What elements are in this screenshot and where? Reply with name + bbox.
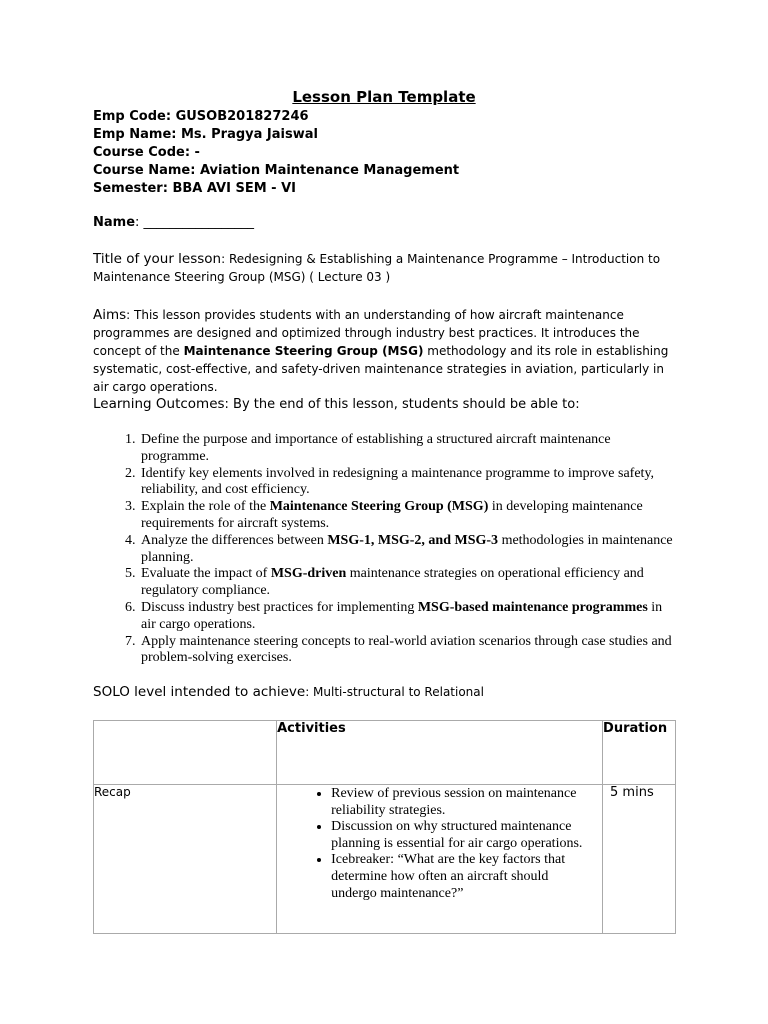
learning-outcomes-list [93, 432, 679, 667]
activities-table [93, 720, 676, 934]
aims-label: Aims [93, 307, 127, 323]
table-row [94, 785, 676, 934]
row-label: Recap [94, 785, 277, 934]
outcome-text: Explain the role of the [141, 499, 270, 515]
table-header-row [94, 721, 676, 785]
learning-outcomes-intro: : By the end of this lesson, students should be able to: [224, 397, 580, 412]
list-item [139, 499, 679, 533]
aims-text-after: methodology and its role in establishing systematic, cost-effective, and safety-driven maintenance strategies in aviation, particularly in air cargo operations. [93, 344, 669, 394]
learning-outcomes-heading [93, 396, 580, 412]
outcome-text: Define the purpose and importance of establishing a structured aircraft maintenance programme. [141, 432, 611, 464]
outcome-text: in air cargo operations. [141, 599, 663, 632]
list-item: • Review of previous session on maintenance reliability strategies. [331, 786, 596, 819]
outcome-bold: MSG-1, MSG-2, and MSG-3 [327, 532, 499, 548]
outcome-bold: MSG-based maintenance programmes [417, 599, 648, 615]
list-item [139, 432, 679, 466]
name-label: Name [93, 215, 136, 230]
course-code: Course Code: - [93, 145, 200, 160]
course-meta [93, 108, 459, 198]
table-header-empty [94, 721, 277, 785]
outcome-text: Identify key elements involved in redesigning a maintenance programme to improve safety, reliability, and cost efficiency. [141, 465, 655, 498]
outcome-text: Apply maintenance steering concepts to real-world aviation scenarios through case studies and problem-solving exercises. [141, 633, 672, 666]
outcome-text: Analyze the differences between [141, 532, 328, 548]
solo-text: : Multi-structural to Relational [305, 685, 484, 699]
list-item [139, 634, 679, 668]
name-field [93, 215, 254, 230]
aims-section [93, 306, 679, 396]
outcome-bold: Maintenance Steering Group (MSG) [269, 499, 489, 515]
lesson-title-text: : Redesigning & Establishing a Maintenance Programme – Introduction to Maintenance Steering Group (MSG) ( Lecture 03 ) [93, 252, 661, 284]
solo-level [93, 684, 484, 700]
list-item [139, 600, 679, 634]
outcome-text: methodologies in maintenance planning. [141, 532, 673, 565]
emp-code: Emp Code: GUSOB201827246 [93, 109, 309, 124]
row-activities [277, 785, 603, 934]
learning-outcomes-label: Learning Outcomes [93, 396, 225, 412]
outcome-text: maintenance strategies on operational efficiency and regulatory compliance. [141, 566, 644, 599]
list-item [139, 533, 679, 567]
outcome-text: Evaluate the impact of [141, 566, 271, 582]
activities-header: Activities [277, 721, 603, 785]
aims-bold: Maintenance Steering Group (MSG) [183, 344, 424, 358]
list-item [139, 466, 679, 500]
outcome-text: in developing maintenance requirements for aircraft systems. [141, 499, 643, 531]
list-item [139, 566, 679, 600]
outcome-text: Discuss industry best practices for implementing [141, 599, 418, 615]
page-title: Lesson Plan Template [292, 88, 476, 106]
course-name: Course Name: Aviation Maintenance Management [93, 163, 460, 178]
semester: Semester: BBA AVI SEM - VI [93, 181, 296, 196]
list-item: • Discussion on why structured maintenance planning is essential for air cargo operations. [331, 819, 596, 852]
lesson-title-section [93, 250, 679, 286]
list-item: • Icebreaker: “What are the key factors that determine how often an aircraft should undergo maintenance?” [331, 852, 596, 902]
activities-list [277, 786, 602, 916]
outcome-bold: MSG-driven [270, 566, 347, 582]
aims-text-before: : This lesson provides students with an understanding of how aircraft maintenance programmes are designed and optimized through industry best practices. It introduces the concept of the [93, 308, 640, 358]
emp-name: Emp Name: Ms. Pragya Jaiswal [93, 127, 318, 142]
solo-label: SOLO level intended to achieve [93, 684, 306, 700]
duration-header: Duration [603, 721, 676, 785]
row-duration: 5 mins [603, 785, 676, 934]
name-blank: : _________________ [135, 215, 255, 230]
lesson-title-label: Title of your lesson [93, 251, 222, 267]
